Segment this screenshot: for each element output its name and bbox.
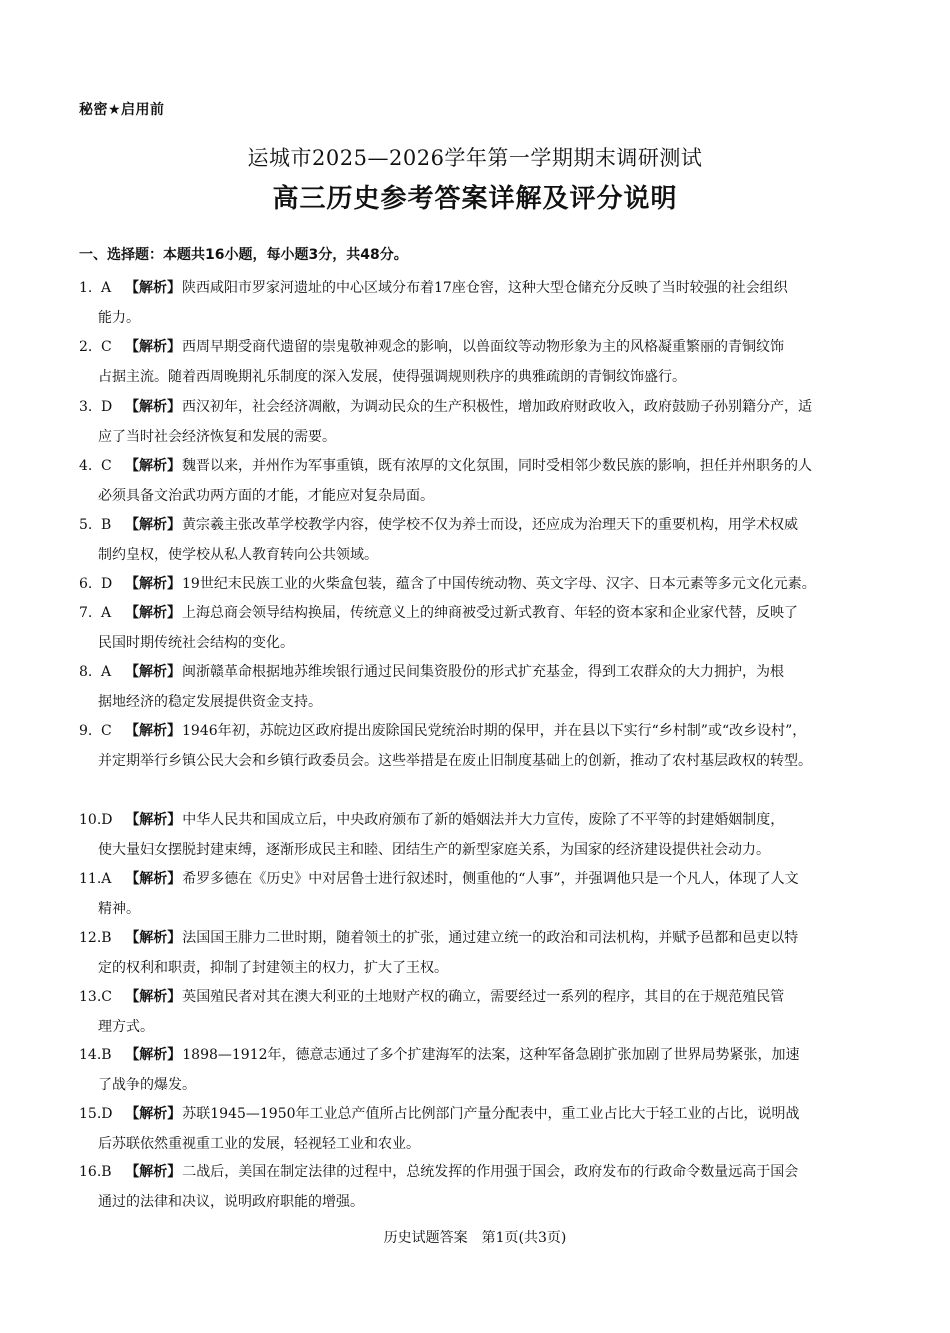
question-first-line [79,569,871,599]
analysis-tag: 【解析】 [125,399,181,415]
analysis-continuation: 精神。 [98,901,140,917]
analysis-continuation: 后苏联依然重视重工业的发展，轻视轻工业和农业。 [98,1136,420,1152]
question-item [79,657,871,717]
analysis-tag: 【解析】 [125,871,182,887]
question-item [79,864,871,924]
question-number: 4. [79,458,93,474]
question-item [79,1040,871,1100]
analysis-continuation: 理方式。 [98,1019,154,1035]
answer-letter: A [101,605,112,621]
question-number: 14. [79,1047,102,1063]
question-first-line [79,657,871,687]
answer-letter: D [101,1106,113,1122]
question-first-line [79,1157,871,1187]
answer-letter: A [101,664,112,680]
question-first-line [79,982,871,1012]
answer-letter: D [101,812,113,828]
question-first-line [79,1040,871,1070]
question-item [79,392,871,452]
question-number: 12. [79,930,102,946]
question-item [79,716,871,776]
question-number: 2. [79,339,93,355]
analysis-text: 1898—1912年，德意志通过了多个扩建海军的法案，这种军备急剧扩张加剧了世界局势紧张，加速 [182,1047,800,1063]
analysis-continuation: 据地经济的稳定发展提供资金支持。 [98,694,322,710]
question-number: 9. [79,723,93,739]
analysis-continuation: 使大量妇女摆脱封建束缚，逐渐形成民主和睦、团结生产的新型家庭关系，为国家的经济建设提供社会动力。 [98,842,770,858]
analysis-text: 闽浙赣革命根据地苏维埃银行通过民间集资股份的形式扩充基金，得到工农群众的大力拥护，为根 [182,664,784,680]
analysis-text: 19世纪末民族工业的火柴盒包装，蕴含了中国传统动物、英文字母、汉字、日本元素等多元文化元素。 [182,576,816,592]
question-number: 1. [79,280,93,296]
answer-letter: A [101,280,112,296]
analysis-tag: 【解析】 [125,517,181,533]
answer-letter: A [101,871,112,887]
question-number: 8. [79,664,93,680]
question-number: 16. [79,1164,102,1180]
question-item [79,923,871,983]
analysis-tag: 【解析】 [125,812,182,828]
question-first-line [79,451,871,481]
question-item [79,598,871,658]
question-first-line [79,332,871,362]
question-item [79,1157,871,1217]
analysis-text: 西周早期受商代遗留的崇鬼敬神观念的影响，以兽面纹等动物形象为主的风格凝重繁丽的青铜纹饰 [182,339,784,355]
page-title: 高三历史参考答案详解及评分说明 [272,184,678,214]
analysis-text: 黄宗羲主张改革学校教学内容，使学校不仅为养士而设，还应成为治理天下的重要机构，用学术权威 [182,517,798,533]
question-first-line [79,392,871,422]
answer-letter: C [101,458,112,474]
question-item [79,332,871,392]
analysis-tag: 【解析】 [125,1164,182,1180]
analysis-tag: 【解析】 [125,576,181,592]
answer-letter: C [101,339,112,355]
answer-letter: C [101,723,112,739]
question-number: 3. [79,399,93,415]
question-item [79,569,871,599]
answer-letter: B [101,1047,112,1063]
analysis-tag: 【解析】 [125,989,182,1005]
question-first-line [79,273,871,303]
question-number: 10. [79,812,102,828]
analysis-continuation: 并定期举行乡镇公民大会和乡镇行政委员会。这些举措是在废止旧制度基础上的创新，推动了农村基层政权的转型。 [98,753,812,769]
analysis-text: 希罗多德在《历史》中对居鲁士进行叙述时，侧重他的“人事”，并强调他只是一个凡人，体现了人文 [182,871,799,887]
analysis-continuation: 必须具备文治武功两方面的才能，才能应对复杂局面。 [98,488,434,504]
question-number: 11. [79,871,102,887]
analysis-tag: 【解析】 [125,723,181,739]
question-first-line [79,923,871,953]
section-title: 一、选择题：本题共16小题，每小题3分，共48分。 [79,247,408,263]
question-item [79,510,871,570]
answer-letter: C [101,989,112,1005]
answer-letter: B [101,930,112,946]
analysis-continuation: 民国时期传统社会结构的变化。 [98,635,294,651]
analysis-tag: 【解析】 [125,1047,182,1063]
question-number: 5. [79,517,93,533]
analysis-continuation: 了战争的爆发。 [98,1077,196,1093]
analysis-text: 英国殖民者对其在澳大利亚的土地财产权的确立，需要经过一系列的程序，其目的在于规范殖民管 [182,989,785,1005]
analysis-tag: 【解析】 [125,458,181,474]
question-first-line [79,510,871,540]
answer-letter: D [101,576,113,592]
question-item [79,273,871,333]
question-number: 7. [79,605,93,621]
analysis-continuation: 应了当时社会经济恢复和发展的需要。 [98,429,336,445]
question-number: 15. [79,1106,102,1122]
analysis-continuation: 定的权利和职责，抑制了封建领主的权力，扩大了王权。 [98,960,448,976]
question-first-line [79,598,871,628]
analysis-text: 上海总商会领导结构换届，传统意义上的绅商被受过新式教育、年轻的资本家和企业家代替，反映了 [182,605,798,621]
analysis-continuation: 通过的法律和决议，说明政府职能的增强。 [98,1194,364,1210]
answer-letter: D [101,399,113,415]
question-number: 6. [79,576,93,592]
analysis-continuation: 占据主流。随着西周晚期礼乐制度的深入发展，使得强调规则秩序的典雅疏朗的青铜纹饰盛行。 [98,369,686,385]
analysis-text: 1946年初，苏皖边区政府提出废除国民党统治时期的保甲，并在县以下实行“乡村制”或“改乡设村”， [182,723,807,739]
question-first-line [79,1099,871,1129]
question-first-line [79,805,871,835]
exam-title: 运城市2025—2026学年第一学期期末调研测试 [247,146,703,170]
analysis-text: 陕西咸阳市罗家河遗址的中心区域分布着17座仓窖，这种大型仓储充分反映了当时较强的社会组织 [182,280,788,296]
question-first-line [79,716,871,746]
analysis-tag: 【解析】 [125,930,182,946]
answer-letter: B [101,517,112,533]
analysis-text: 中华人民共和国成立后，中央政府颁布了新的婚姻法并大力宣传，废除了不平等的封建婚姻制度， [182,812,785,828]
page-footer: 历史试题答案 第1页(共3页) [383,1230,567,1246]
question-item [79,982,871,1042]
question-number: 13. [79,989,102,1005]
analysis-text: 西汉初年，社会经济凋敝，为调动民众的生产积极性，增加政府财政收入，政府鼓励子孙别籍分产，适 [182,399,812,415]
answer-letter: B [101,1164,112,1180]
analysis-text: 法国国王腓力二世时期，随着领土的扩张，通过建立统一的政治和司法机构，并赋予邑都和邑吏以特 [182,930,799,946]
question-item [79,451,871,511]
analysis-tag: 【解析】 [125,605,181,621]
analysis-tag: 【解析】 [125,280,181,296]
question-first-line [79,864,871,894]
analysis-tag: 【解析】 [125,664,181,680]
analysis-text: 二战后，美国在制定法律的过程中，总统发挥的作用强于国会，政府发布的行政命令数量远高于国会 [182,1164,799,1180]
analysis-continuation: 制约皇权，使学校从私人教育转向公共领域。 [98,547,378,563]
analysis-tag: 【解析】 [125,339,181,355]
analysis-continuation: 能力。 [98,310,140,326]
analysis-text: 苏联1945—1950年工业总产值所占比例部门产量分配表中，重工业占比大于轻工业的占比，说明战 [182,1106,800,1122]
secret-mark: 秘密★启用前 [79,102,165,118]
question-item [79,805,871,865]
question-item [79,1099,871,1159]
analysis-tag: 【解析】 [125,1106,182,1122]
analysis-text: 魏晋以来，并州作为军事重镇，既有浓厚的文化氛围，同时受相邻少数民族的影响，担任并州职务的人 [182,458,812,474]
